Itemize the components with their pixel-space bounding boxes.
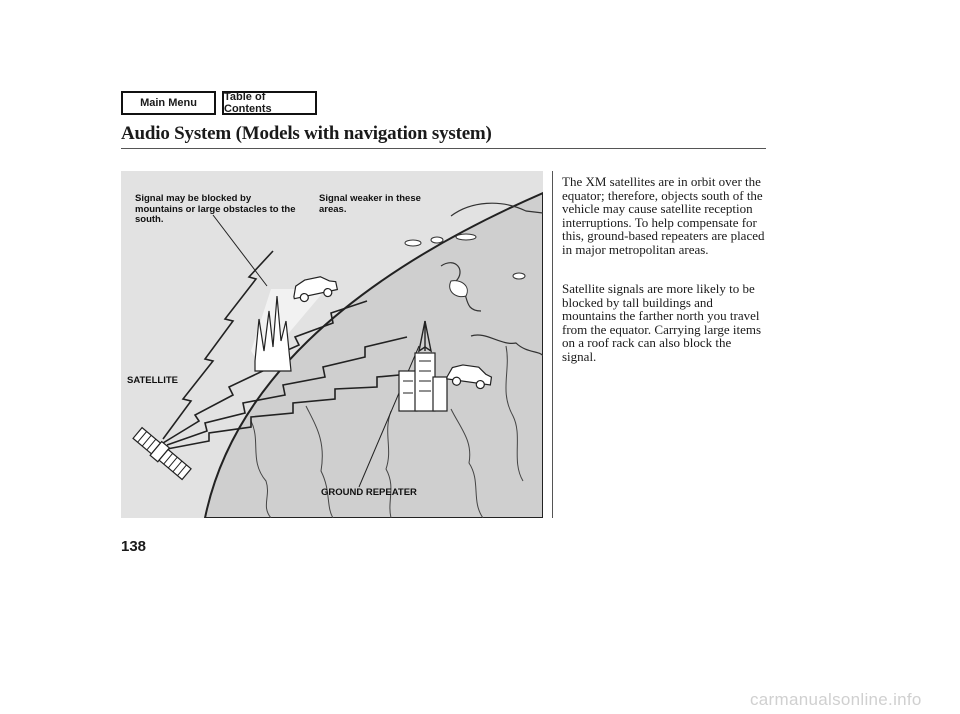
title-divider <box>121 148 766 149</box>
watermark: carmanualsonline.info <box>750 690 922 709</box>
island <box>513 273 525 279</box>
page-number: 138 <box>121 538 147 555</box>
column-divider <box>552 171 553 518</box>
page-title: Audio System (Models with navigation system) <box>121 123 492 144</box>
satellite-signal-illustration <box>121 171 543 518</box>
label-ground-repeater: GROUND REPEATER <box>321 487 417 498</box>
island <box>456 234 476 240</box>
leader-line <box>213 215 267 286</box>
label-satellite: SATELLITE <box>127 375 179 386</box>
label-signal-blocked: Signal may be blocked by mountains or large obstacles to the south. <box>135 193 296 225</box>
main-menu-button[interactable]: Main Menu <box>121 91 216 115</box>
table-of-contents-button[interactable]: Table of Contents <box>222 91 317 115</box>
body-paragraph-1: The XM satellites are in orbit over the equator; therefore, objects south of the vehicle may cause satellite reception interruptions. To help compensate for this, ground-based repeaters are placed in major metropolitan areas. <box>562 174 765 257</box>
body-paragraph-2: Satellite signals are more likely to be blocked by tall buildings and mountains the farther north you travel from the equator. Carrying large items on a roof rack can also block the signal. <box>562 281 762 364</box>
label-signal-weaker: Signal weaker in these areas. <box>319 193 421 215</box>
satellite-icon <box>132 426 193 481</box>
island <box>405 240 421 246</box>
island <box>431 237 443 243</box>
